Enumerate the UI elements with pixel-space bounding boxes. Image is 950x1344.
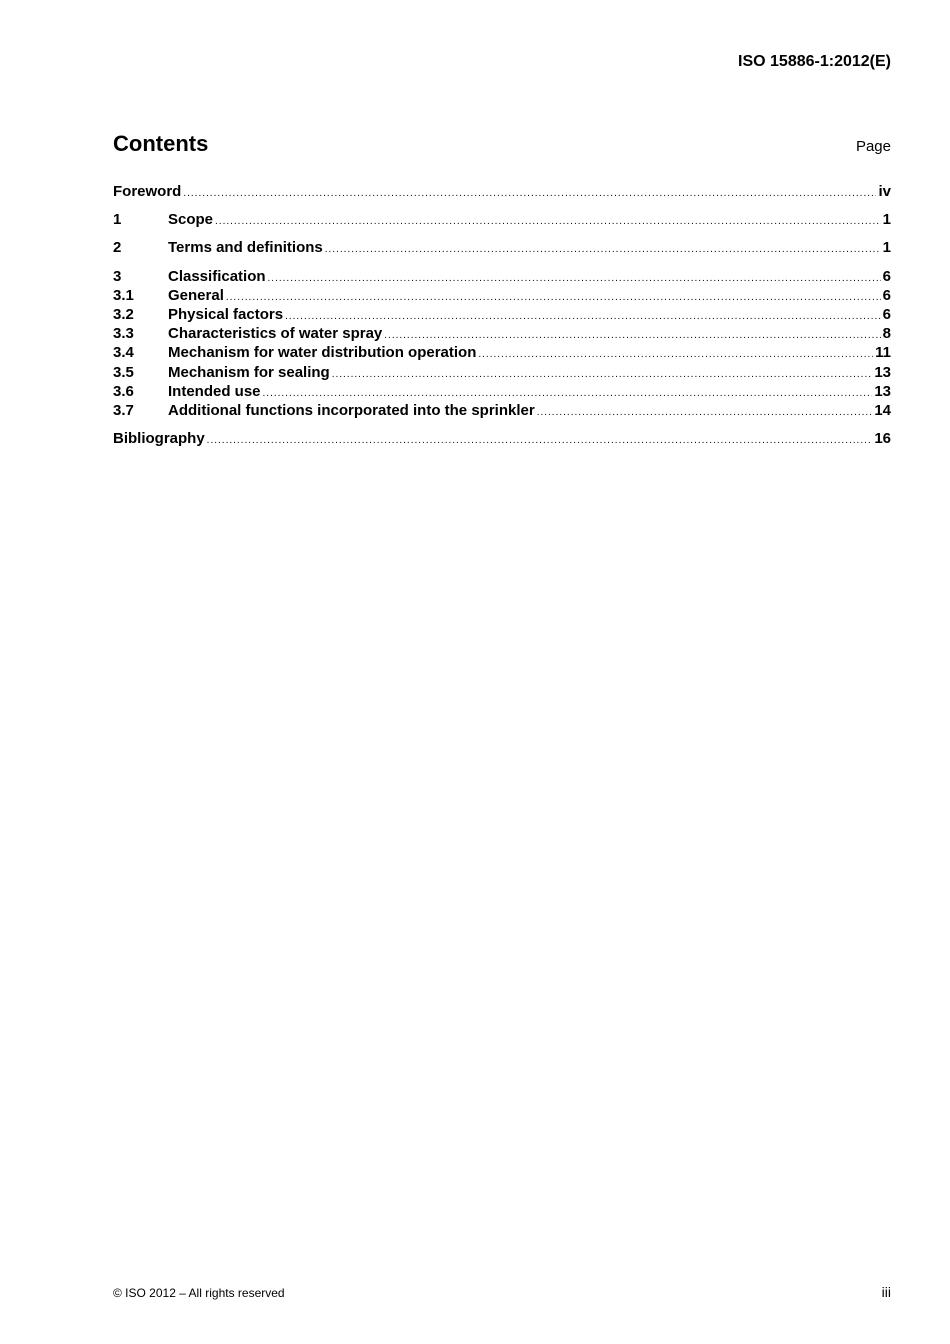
toc-entry-title: Scope [168,211,214,229]
toc-group [113,268,891,422]
toc-dot-leader [384,330,880,341]
toc-entry-number: 3.1 [113,286,134,304]
toc-entry-number: 2 [113,239,122,257]
toc-entry[interactable] [113,211,891,230]
toc-entry-title: Terms and definitions [168,239,323,257]
document-id: ISO 15886-1:2012(E) [738,53,891,70]
toc-entry-title: Classification [168,267,266,285]
table-of-contents [113,183,891,458]
toc-entry-page: 6 [882,267,891,285]
toc-entry-title: Additional functions incorporated into the sprinkler [168,401,535,419]
toc-entry-number: 1 [113,211,122,229]
toc-dot-leader [263,388,873,399]
toc-dot-leader [226,292,881,303]
toc-entry-number: 3.4 [113,344,134,362]
toc-dot-leader [285,311,881,322]
toc-entry-page: 6 [882,286,891,304]
toc-entry-page: 1 [882,239,891,257]
toc-entry[interactable] [113,183,891,202]
contents-header [113,131,891,161]
toc-entry[interactable] [113,325,891,344]
toc-entry-number: 3.5 [113,363,134,381]
toc-entry[interactable] [113,268,891,287]
toc-entry-title: Mechanism for water distribution operation [168,344,477,362]
toc-entry-number: 3.7 [113,401,134,419]
toc-entry[interactable] [113,344,891,363]
toc-dot-leader [478,349,873,360]
toc-entry-page: 13 [874,363,891,381]
toc-entry-title: Physical factors [168,305,284,323]
toc-group [113,183,891,202]
toc-entry-number: 3 [113,267,122,285]
toc-entry-page: 16 [874,430,891,448]
toc-entry-page: 8 [882,325,891,343]
toc-entry[interactable] [113,364,891,383]
toc-entry[interactable] [113,402,891,421]
toc-entry[interactable] [113,306,891,325]
footer-copyright: © ISO 2012 – All rights reserved [113,1286,285,1300]
footer-page-number: iii [881,1284,891,1300]
toc-entry-number: 3.2 [113,305,134,323]
toc-entry-title: General [168,286,224,304]
toc-group [113,211,891,230]
toc-entry-title: Foreword [113,183,182,200]
toc-group [113,430,891,449]
toc-entry-number: 3.3 [113,325,134,343]
toc-dot-leader [215,216,881,227]
page-column-label: Page [855,138,891,155]
toc-entry[interactable] [113,239,891,258]
toc-entry-title: Bibliography [113,430,205,448]
toc-dot-leader [325,244,881,255]
toc-entry-page: 1 [882,211,891,229]
toc-entry-title: Characteristics of water spray [168,325,383,343]
toc-entry[interactable] [113,287,891,306]
toc-dot-leader [268,273,881,284]
toc-dot-leader [207,435,873,446]
toc-entry-title: Mechanism for sealing [168,363,330,381]
toc-entry[interactable] [113,383,891,402]
toc-entry-number: 3.6 [113,382,134,400]
toc-entry-page: 14 [874,401,891,419]
toc-entry-page: 11 [875,344,891,362]
toc-entry-page: 6 [882,305,891,323]
toc-entry-title: Intended use [168,382,261,400]
contents-title: Contents [113,131,209,156]
toc-group [113,239,891,258]
toc-entry[interactable] [113,430,891,449]
toc-entry-page: 13 [874,382,891,400]
toc-dot-leader [332,369,873,380]
toc-entry-page: iv [878,183,891,200]
toc-dot-leader [183,188,876,199]
toc-dot-leader [537,407,873,418]
